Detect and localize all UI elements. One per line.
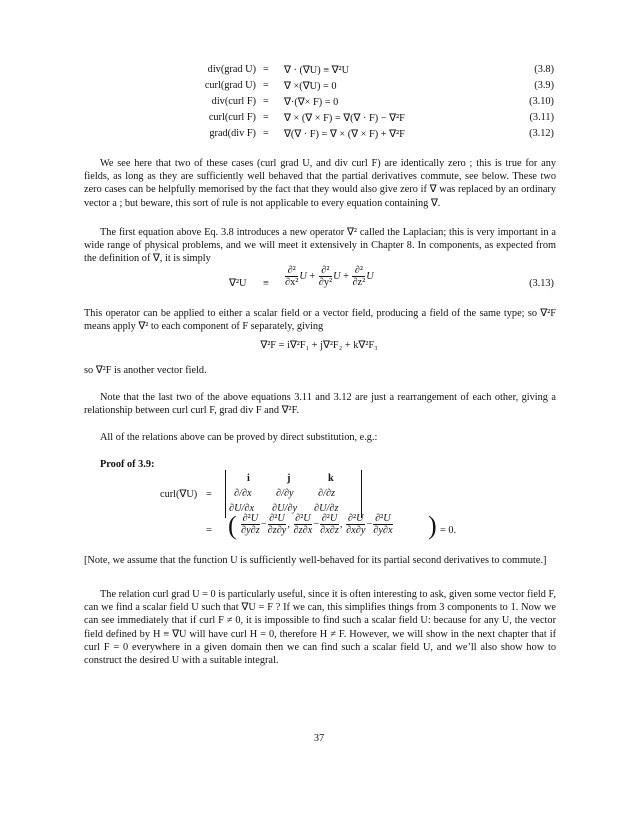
- paragraph-vector-laplacian: This operator can be applied to either a scalar field or a vector field, producing a field of the same type; so ∇²F means apply ∇² to each component of F separately, giving: [84, 308, 556, 333]
- eq313-t3-num: ∂²: [352, 265, 365, 277]
- equation-row: [0, 96, 638, 109]
- eq313-t1-den: ∂x²: [285, 277, 299, 288]
- equation-rhs: ∇ ×(∇U) = 0: [284, 81, 337, 92]
- page-number: 37: [313, 733, 325, 744]
- equation-lhs: div(grad U): [207, 64, 256, 75]
- equation-num: (3.12): [529, 128, 554, 139]
- eq313-t3-den: ∂z²: [352, 277, 366, 288]
- det-dU-dz: ∂U/∂z: [314, 503, 339, 514]
- paragraph-laplacian-intro: The first equation above Eq. 3.8 introduces a new operator ∇² called the Laplacian; this is very important in a wide range of physical problems, and we will meet it extensively in Chapter 8. In components, as expected from the definition of ∇, it is simply: [84, 227, 556, 265]
- equation-rel: =: [263, 64, 269, 75]
- det-d-dy: ∂/∂y: [276, 488, 294, 499]
- proof-lhs: curl(∇U): [160, 489, 198, 500]
- equation-lhs: curl(curl F): [208, 112, 256, 123]
- proof-eq2: =: [206, 525, 212, 536]
- eq313-lhs: ∇²U: [229, 278, 247, 289]
- equation-rel: =: [263, 128, 269, 139]
- equation-vector-laplacian: ∇²F = i∇²F₁ + j∇²F₂ + k∇²F₃: [260, 340, 378, 351]
- equation-row: [0, 64, 638, 77]
- proof-result: = ( $\frac{\text{∂²U}}{\partial y\partial z}$ − $\frac{\text{∂²U}}{\partial z\partial y}$ , $\frac{\text{∂²U}}{\partial z\partial x}$ − $\frac{\text{∂²U}}{\partial x\partial z}$ , $\frac{\text{∂²U}}{\partial x\partial y}$ − $\frac{\text{∂²U}}{\partial y\partial x}$ ) = 0.: [206, 511, 457, 540]
- equation-num: (3.9): [534, 80, 554, 91]
- eq313-t2-num: ∂²: [319, 265, 332, 277]
- equation-lhs: curl(grad U): [204, 80, 256, 91]
- det-dU-dx: ∂U/∂x: [229, 503, 255, 514]
- equation-num: (3.10): [529, 96, 554, 107]
- eq313-t2-den: ∂y²: [318, 277, 333, 288]
- paragraph-vector-field: so ∇²F is another vector field.: [84, 365, 207, 376]
- paragraph-rearrangement: Note that the last two of the above equations 3.11 and 3.12 are just a rearrangement of each other, giving a relationship between curl curl F, grad div F and ∇²F.: [84, 392, 556, 417]
- equation-lhs: grad(div F): [209, 128, 256, 139]
- det-d-dz: ∂/∂z: [318, 488, 336, 499]
- paragraph-note: [Note, we assume that the function U is sufficiently well-behaved for its partial second derivatives to commute.]: [84, 555, 547, 566]
- paragraph-curl-grad: The relation curl grad U = 0 is particularly useful, since it is often interesting to ask, given some vector field F, can we find a scalar field U such that ∇U = F ? If we can, this simplifies things from 3 components to 1. Now we can see immediately that if curl F ≠ 0, it is impossible to find such a scalar field U: because for any U, the vector field defined by H ≡ ∇U will have curl H = 0, therefore H ≠ F. However, we will show in the next chapter that if curl F = 0 everywhere in a given domain then we can find such a scalar field U, and we’ll also show how to construct the desired U with a suitable integral.: [84, 589, 556, 667]
- eq313-rel: ≡: [263, 278, 269, 289]
- paragraph-substitution: All of the relations above can be proved by direct substitution, e.g.:: [100, 432, 378, 443]
- equation-row: [0, 112, 638, 125]
- paragraph-zero-cases: We see here that two of these cases (curl grad U, and div curl F) are identically zero ; this is true for any fields, as long as they are sufficiently well behaved that the partial derivatives commute, see below. These two zero cases can be helpfully memorised by the fact that they would also give zero if ∇ was replaced by an ordinary vector a ; but beware, this sort of rule is not applicable to every equation containing ∇.: [84, 158, 556, 209]
- det-i: i: [247, 473, 250, 484]
- equation-row: [0, 128, 638, 141]
- det-j: j: [287, 473, 291, 484]
- proof-result-zero: = 0.: [440, 525, 457, 536]
- equation-rhs: ∇·(∇× F) = 0: [284, 97, 339, 108]
- det-k: k: [328, 473, 334, 484]
- equation-rel: =: [263, 112, 269, 123]
- equation-rhs: ∇ × (∇ × F) = ∇(∇ · F) − ∇²F: [284, 113, 405, 124]
- proof-heading: Proof of 3.9:: [100, 459, 155, 470]
- eq313-number: (3.13): [529, 278, 554, 289]
- eq313-t1-num: ∂²: [285, 265, 298, 277]
- equation-num: (3.8): [534, 64, 554, 75]
- equation-rel: =: [263, 96, 269, 107]
- proof-eq1: =: [206, 489, 212, 500]
- equation-rhs: ∇ · (∇U) ≡ ∇²U: [284, 65, 350, 76]
- equation-row: [0, 80, 638, 93]
- det-dU-dy: ∂U/∂y: [272, 503, 298, 514]
- equation-rel: =: [263, 80, 269, 91]
- equation-lhs: div(curl F): [211, 96, 256, 107]
- det-d-dx: ∂/∂x: [234, 488, 252, 499]
- equation-num: (3.11): [529, 112, 554, 123]
- equation-rhs: ∇(∇ · F) = ∇ × (∇ × F) + ∇²F: [284, 129, 405, 140]
- equation-3-13: ∇²U ≡ $\frac{\text{∂²}}{\text{∂x²}}$ U + $\frac{\text{∂²}}{\text{∂y²}}$ U + $\frac{\text{∂²}}{\text{∂z²}}$ U (3.13): [229, 265, 554, 289]
